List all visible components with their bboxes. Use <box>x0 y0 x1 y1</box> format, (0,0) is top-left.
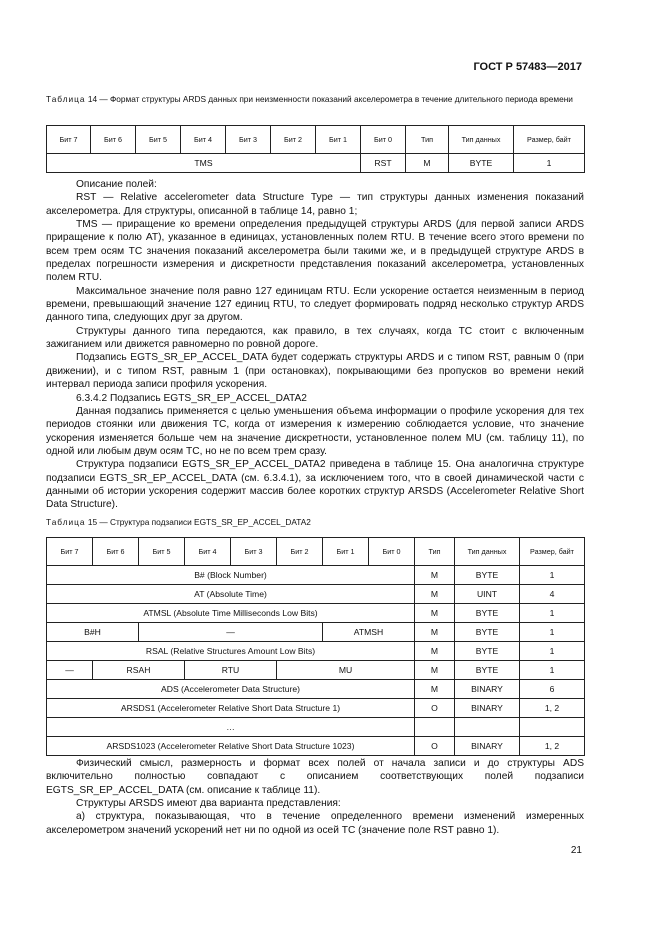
mu-cell: MU <box>277 661 415 680</box>
dtype-cell: BINARY <box>455 737 520 756</box>
atmsh-cell: ATMSH <box>323 623 415 642</box>
dtype-cell: BYTE <box>455 642 520 661</box>
table14-header-cell: Бит 3 <box>226 126 271 154</box>
table15-header-cell: Бит 7 <box>47 538 93 566</box>
field-cell: B# (Block Number) <box>47 566 415 585</box>
type-cell: M <box>406 154 449 173</box>
table15-header-cell: Бит 4 <box>185 538 231 566</box>
standard-header: ГОСТ Р 57483—2017 <box>473 61 582 73</box>
table15-header-cell: Тип <box>415 538 455 566</box>
table15-header-cell: Размер, байт <box>520 538 585 566</box>
table-row <box>47 680 585 699</box>
table-row <box>47 661 585 680</box>
field-cell: RSAL (Relative Structures Amount Low Bits) <box>47 642 415 661</box>
table-row <box>47 604 585 623</box>
body-text-1 <box>46 178 584 512</box>
dtype-cell: BYTE <box>455 623 520 642</box>
table-row <box>47 623 585 642</box>
paragraph: Структуры данного типа передаются, как правило, в тех случаях, когда ТС стоит с включенным зажиганием или движется равномерно по ровной дороге. <box>46 325 584 351</box>
dtype-cell: UINT <box>455 585 520 604</box>
table14-header-cell: Бит 2 <box>271 126 316 154</box>
page-number: 21 <box>570 845 582 856</box>
type-cell: O <box>415 699 455 718</box>
paragraph: Данная подзапись применяется с целью уменьшения объема информации о профиле ускорения для тех периодов стоянки или движения ТС, когда от измерения к измерению соблюдается условие, что значение ускорения изменяется больше чем на значение дискретности, установленное полем MU (см. таблицу 11), по одной или любым двум осям ТС, но не по всем трем сразу. <box>46 405 584 457</box>
dtype-cell: BYTE <box>455 566 520 585</box>
table14-header-cell: Размер, байт <box>514 126 585 154</box>
type-cell: M <box>415 566 455 585</box>
table15-header-cell: Бит 2 <box>277 538 323 566</box>
type-cell: M <box>415 680 455 699</box>
table14-header-cell: Бит 7 <box>47 126 91 154</box>
rtu-cell: RTU <box>185 661 277 680</box>
tms-cell: TMS <box>47 154 361 173</box>
table-row <box>47 585 585 604</box>
field-cell: AT (Absolute Time) <box>47 585 415 604</box>
dtype-cell: BYTE <box>449 154 514 173</box>
table14-header-cell: Бит 4 <box>181 126 226 154</box>
reserved-cell: — <box>139 623 323 642</box>
dtype-cell <box>455 718 520 737</box>
table15-header-cell: Бит 1 <box>323 538 369 566</box>
table15-caption-label: Таблица <box>46 517 86 527</box>
table14-header-cell: Бит 5 <box>136 126 181 154</box>
table14-header-cell: Бит 0 <box>361 126 406 154</box>
table15-header-cell: Тип данных <box>455 538 520 566</box>
type-cell: O <box>415 737 455 756</box>
table14-caption-text: 14 — Формат структуры ARDS данных при неизменности показаний акселерометра в течение длительного периода времени <box>85 94 573 104</box>
paragraph: Физический смысл, размерность и формат всех полей от начала записи и до структуры ADS включительно полностью совпадают с описанием соответствующих полей подзаписи EGTS_SR_EP_ACCEL_DATA (см. описание к таблице 11). <box>46 758 584 796</box>
size-cell: 1 <box>520 623 585 642</box>
section-heading: 6.3.4.2 Подзапись EGTS_SR_EP_ACCEL_DATA2 <box>76 392 307 404</box>
field-cell: ARSDS1 (Accelerometer Relative Short Data Structure 1) <box>47 699 415 718</box>
size-cell: 1 <box>520 642 585 661</box>
table14-header-cell: Тип данных <box>449 126 514 154</box>
type-cell: M <box>415 642 455 661</box>
bh-cell: B#H <box>47 623 139 642</box>
table-row <box>47 737 585 756</box>
type-cell <box>415 718 455 737</box>
paragraph: Описание полей: <box>76 179 157 190</box>
table15-header-cell: Бит 3 <box>231 538 277 566</box>
type-cell: M <box>415 623 455 642</box>
dtype-cell: BINARY <box>455 680 520 699</box>
table14-header-cell: Тип <box>406 126 449 154</box>
table14-header-cell: Бит 1 <box>316 126 361 154</box>
table15-caption <box>46 517 584 528</box>
size-cell <box>520 718 585 737</box>
size-cell: 1 <box>520 604 585 623</box>
type-cell: M <box>415 585 455 604</box>
paragraph: RST — Relative accelerometer data Structure Type — тип структуры данных изменения показаний акселерометра. Для структуры, описанной в таблице 14, равно 1; <box>46 192 584 217</box>
table14-data-row <box>47 154 585 173</box>
rst-cell: RST <box>361 154 406 173</box>
type-cell: M <box>415 604 455 623</box>
field-cell: ATMSL (Absolute Time Milliseconds Low Bits) <box>47 604 415 623</box>
table15-header-row <box>47 538 585 566</box>
table15-caption-text: 15 — Структура подзаписи EGTS_SR_EP_ACCEL_DATA2 <box>85 517 311 527</box>
size-cell: 4 <box>520 585 585 604</box>
table14-header-cell: Бит 6 <box>91 126 136 154</box>
paragraph: а) структура, показывающая, что в течение определенного времени изменений измеренных акселерометром значений ускорений нет ни по одной из осей ТС (значение поле RST равно 1). <box>46 811 584 836</box>
size-cell: 1, 2 <box>520 699 585 718</box>
rsah-cell: RSAH <box>93 661 185 680</box>
paragraph: Структура подзаписи EGTS_SR_EP_ACCEL_DATA2 приведена в таблице 15. Она аналогична структуре подзаписи EGTS_SR_EP_ACCEL_DATA (см. 6.3.4.1), за исключением того, что в своей динамической части с данными об истории ускорения содержит массив более коротких структур ARSDS (Accelerometer Relative Short Data Structure). <box>46 459 584 511</box>
dtype-cell: BYTE <box>455 661 520 680</box>
paragraph: Структуры ARSDS имеют два варианта представления: <box>76 798 341 810</box>
size-cell: 1 <box>520 566 585 585</box>
reserved-cell: — <box>47 661 93 680</box>
dtype-cell: BINARY <box>455 699 520 718</box>
table-15 <box>46 537 585 756</box>
table-14 <box>46 125 585 173</box>
size-cell: 6 <box>520 680 585 699</box>
paragraph: Подзапись EGTS_SR_EP_ACCEL_DATA будет содержать структуры ARDS и с типом RST, равным 0 (при движении), и с типом RST, равным 1 (при остановках), покрывающими без пропусков во времени некий интервал периода записи профиля ускорения. <box>46 352 584 391</box>
field-cell: ADS (Accelerometer Data Structure) <box>47 680 415 699</box>
dtype-cell: BYTE <box>455 604 520 623</box>
size-cell: 1, 2 <box>520 737 585 756</box>
type-cell: M <box>415 661 455 680</box>
field-cell: … <box>47 718 415 737</box>
table15-header-cell: Бит 6 <box>93 538 139 566</box>
table14-header-row <box>47 126 585 154</box>
paragraph: TMS — приращение ко времени определения предыдущей структуры ARDS (для первой записи ARDS приращение к полю AT), указанное в единицах, установленных полем RTU. В течение всего этого времени по всем трем осям ТС значения показаний акселерометра были такими же, и в предыдущей структуре ARDS в пределах погрешности измерения и дискретности представления показаний акселерометра, установленных полем RTU. <box>46 219 584 284</box>
table15-header-cell: Бит 5 <box>139 538 185 566</box>
field-cell: ARSDS1023 (Accelerometer Relative Short Data Structure 1023) <box>47 737 415 756</box>
size-cell: 1 <box>514 154 585 173</box>
table15-header-cell: Бит 0 <box>369 538 415 566</box>
paragraph: Максимальное значение поля равно 127 единицам RTU. Если ускорение остается неизменным в период времени, превышающий значение 127 единиц RTU, то следует формировать подряд несколько структур ARDS данного типа, следующих друг за другом. <box>46 285 584 324</box>
body-text-2 <box>46 757 584 837</box>
table14-caption-label: Таблица <box>46 94 86 104</box>
table14-caption <box>46 94 584 105</box>
table-row <box>47 642 585 661</box>
size-cell: 1 <box>520 661 585 680</box>
table-row <box>47 566 585 585</box>
table-row <box>47 699 585 718</box>
table-row <box>47 718 585 737</box>
